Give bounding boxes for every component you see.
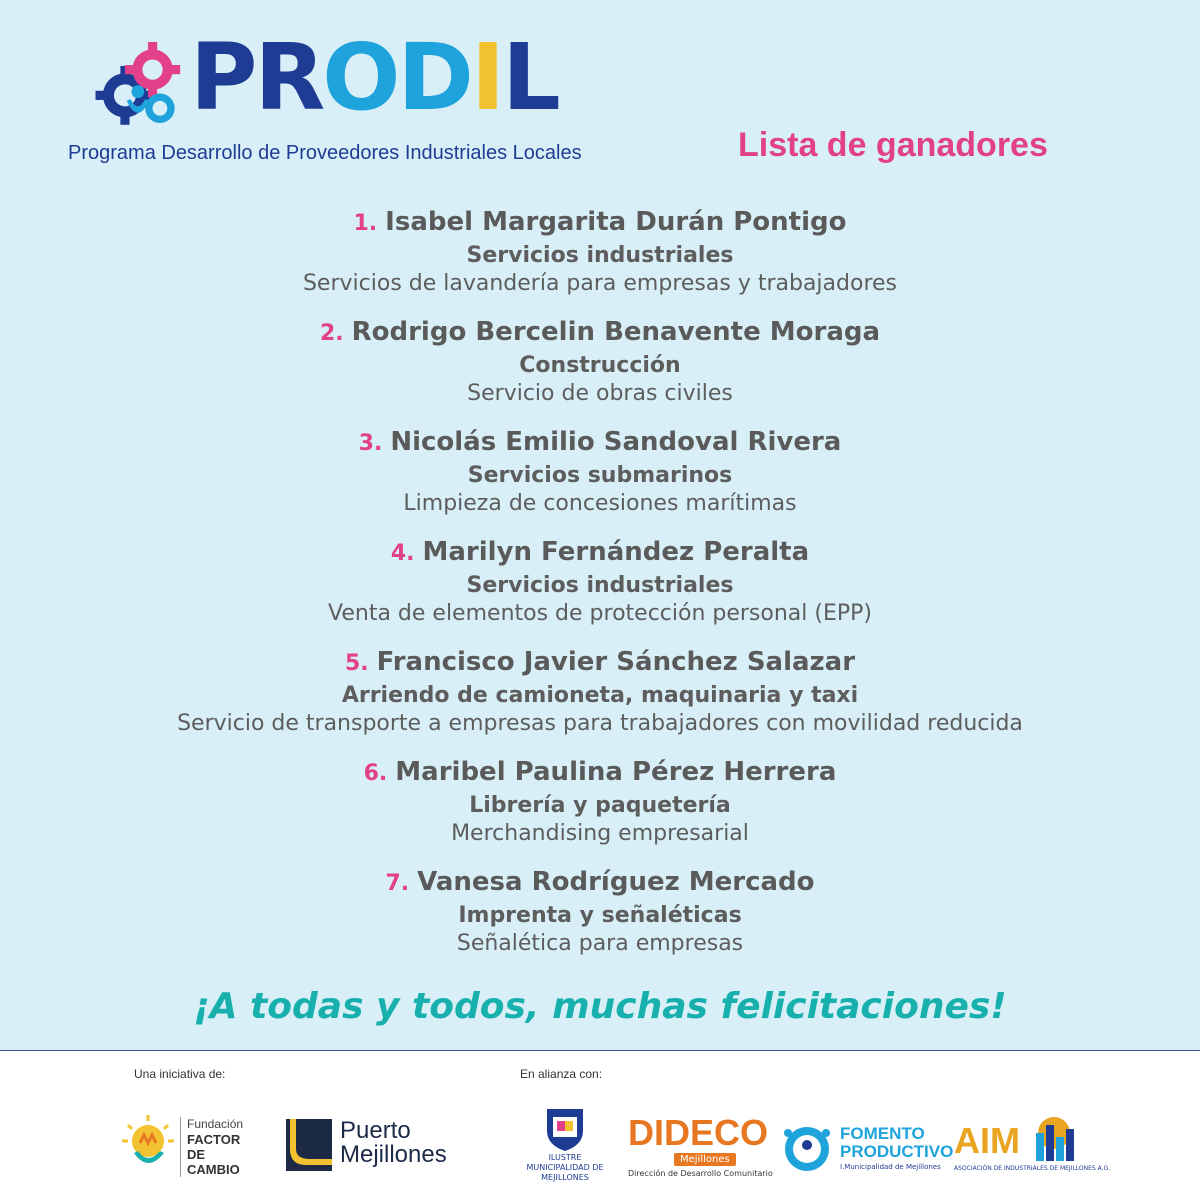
- winner-number: 1.: [353, 211, 378, 236]
- wordmark-i: I: [470, 24, 503, 131]
- winner-name-line: [0, 424, 1200, 462]
- fomento-subtitle: I.Municipalidad de Mejillones: [840, 1163, 941, 1171]
- puerto-line: Mejillones: [340, 1141, 447, 1168]
- gear-people-logo-icon: [90, 42, 182, 134]
- puerto-mark-icon: [286, 1119, 332, 1171]
- winner-name-line: [0, 754, 1200, 792]
- winner-category: Construcción: [519, 353, 681, 378]
- aim-subtitle: ASOCIACIÓN DE INDUSTRIALES DE MEJILLONES A.G.: [954, 1165, 1111, 1172]
- winner-item: [0, 754, 1200, 864]
- fundacion-line: DE: [187, 1147, 206, 1162]
- winner-name-line: [0, 314, 1200, 352]
- fomento-line: PRODUCTIVO: [840, 1142, 954, 1161]
- fundacion-line: FACTOR: [187, 1132, 241, 1147]
- program-tagline: Programa Desarrollo de Proveedores Industriales Locales: [68, 142, 582, 164]
- fundacion-line: Fundación: [187, 1117, 244, 1131]
- winners-list-title: Lista de ganadores: [738, 126, 1048, 164]
- puerto-mejillones-logo: [286, 1119, 486, 1179]
- wordmark-d: D: [397, 24, 471, 131]
- winner-category: Servicios industriales: [466, 243, 734, 268]
- fomento-text: [840, 1125, 953, 1161]
- winner-description: Merchandising empresarial: [451, 821, 749, 846]
- dideco-subtitle: Dirección de Desarrollo Comunitario: [628, 1169, 773, 1178]
- winner-category: Arriendo de camioneta, maquinaria y taxi: [341, 683, 859, 708]
- winner-name-line: [0, 864, 1200, 902]
- winner-number: 4.: [390, 541, 415, 566]
- fomento-productivo-logo: [778, 1121, 954, 1177]
- wordmark-o: O: [322, 24, 398, 131]
- winner-category: Servicios submarinos: [467, 463, 733, 488]
- municipalidad-text: ILUSTRE MUNICIPALIDAD DE MEJILLONES: [526, 1153, 604, 1182]
- prodil-header: [68, 24, 628, 168]
- winner-description: Servicio de obras civiles: [467, 381, 733, 406]
- winner-description: Limpieza de concesiones marítimas: [403, 491, 797, 516]
- winner-number: 6.: [363, 761, 388, 786]
- fundacion-text: [180, 1117, 243, 1177]
- winner-item: [0, 424, 1200, 534]
- winner-name: Maribel Paulina Pérez Herrera: [395, 757, 837, 787]
- winner-description: Venta de elementos de protección personal (EPP): [328, 601, 872, 626]
- sponsors-footer: [0, 1050, 1200, 1200]
- initiative-label: Una iniciativa de:: [134, 1067, 226, 1081]
- winner-number: 3.: [358, 431, 383, 456]
- winner-number: 7.: [385, 871, 410, 896]
- winner-item: [0, 864, 1200, 974]
- winner-name-line: [0, 644, 1200, 682]
- alliance-label: En alianza con:: [520, 1067, 603, 1081]
- puerto-text: [340, 1119, 447, 1167]
- winner-category: Librería y paquetería: [469, 793, 731, 818]
- winner-number: 2.: [319, 321, 344, 346]
- congratulations-message: ¡A todas y todos, muchas felicitaciones!: [193, 986, 1007, 1027]
- wordmark-p: P: [190, 24, 255, 131]
- winner-name: Francisco Javier Sánchez Salazar: [376, 647, 856, 677]
- dideco-text: DIDECO: [628, 1112, 769, 1153]
- winner-number: 5.: [344, 651, 369, 676]
- municipalidad-mejillones-logo: [520, 1105, 610, 1185]
- wordmark-r: R: [254, 24, 323, 131]
- fundacion-line: CAMBIO: [187, 1162, 240, 1177]
- sun-hands-icon: [120, 1113, 176, 1173]
- winner-name: Isabel Margarita Durán Pontigo: [385, 207, 847, 237]
- winner-description: Servicio de transporte a empresas para trabajadores con movilidad reducida: [177, 711, 1023, 736]
- winner-description: Servicios de lavandería para empresas y trabajadores: [302, 271, 898, 296]
- dideco-logo: [628, 1112, 773, 1181]
- winner-item: [0, 534, 1200, 644]
- puerto-line: Puerto: [340, 1117, 411, 1144]
- fomento-line: FOMENTO: [840, 1124, 925, 1143]
- winner-item: [0, 314, 1200, 424]
- winner-name: Rodrigo Bercelin Benavente Moraga: [351, 317, 881, 347]
- winner-name: Vanesa Rodríguez Mercado: [417, 867, 815, 897]
- wordmark-l: L: [502, 24, 558, 131]
- aim-logo: [954, 1113, 1111, 1183]
- winner-name-line: [0, 204, 1200, 242]
- dideco-tag: Mejillones: [674, 1153, 736, 1166]
- winner-name: Marilyn Fernández Peralta: [422, 537, 810, 567]
- winners-list: [0, 204, 1200, 974]
- fundacion-factor-de-cambio-logo: [120, 1113, 260, 1179]
- prodil-wordmark: [190, 24, 558, 131]
- winner-item: [0, 204, 1200, 314]
- winner-category: Servicios industriales: [466, 573, 734, 598]
- winner-category: Imprenta y señaléticas: [458, 903, 742, 928]
- people-globe-icon: [778, 1121, 836, 1175]
- crest-icon: [545, 1105, 585, 1151]
- winner-name: Nicolás Emilio Sandoval Rivera: [390, 427, 842, 457]
- city-skyline-icon: [1026, 1115, 1082, 1161]
- aim-text: AIM: [954, 1120, 1020, 1161]
- winner-description: Señalética para empresas: [456, 931, 744, 956]
- winner-item: [0, 644, 1200, 754]
- winner-name-line: [0, 534, 1200, 572]
